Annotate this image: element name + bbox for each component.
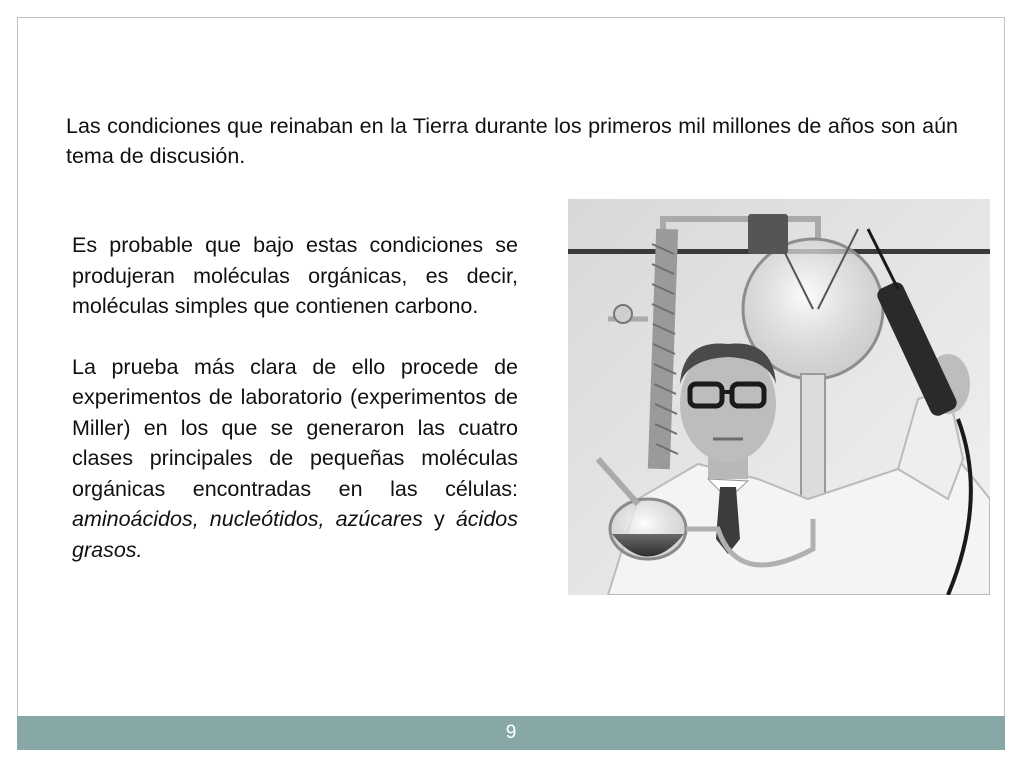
scientist-with-apparatus-illustration	[568, 199, 990, 595]
paragraph-miller-experiments	[72, 352, 518, 566]
body-text-column	[72, 230, 518, 565]
page-number: 9	[505, 722, 517, 743]
intro-paragraph: Las condiciones que reinaban en la Tierra durante los primeros mil millones de años son aún tema de discusión.	[66, 114, 958, 168]
italic-molecule-list: aminoácidos, nucleótidos, azúcares	[72, 507, 423, 531]
footer-bar	[17, 716, 1005, 750]
paragraph-organic-molecules: Es probable que bajo estas condiciones se produjeran moléculas orgánicas, es decir, moléculas simples que contienen carbono.	[72, 233, 518, 318]
scientist-photo	[568, 199, 990, 595]
paragraph-join: y	[422, 507, 456, 531]
italic-fatty-acids: ácidos grasos.	[72, 507, 518, 562]
paragraph-lead: La prueba más clara de ello procede de experimentos de laboratorio (experimentos de Miller) en los que se generaron las cuatro clases principales de pequeñas moléculas orgánicas encontradas en las células:	[72, 354, 518, 501]
